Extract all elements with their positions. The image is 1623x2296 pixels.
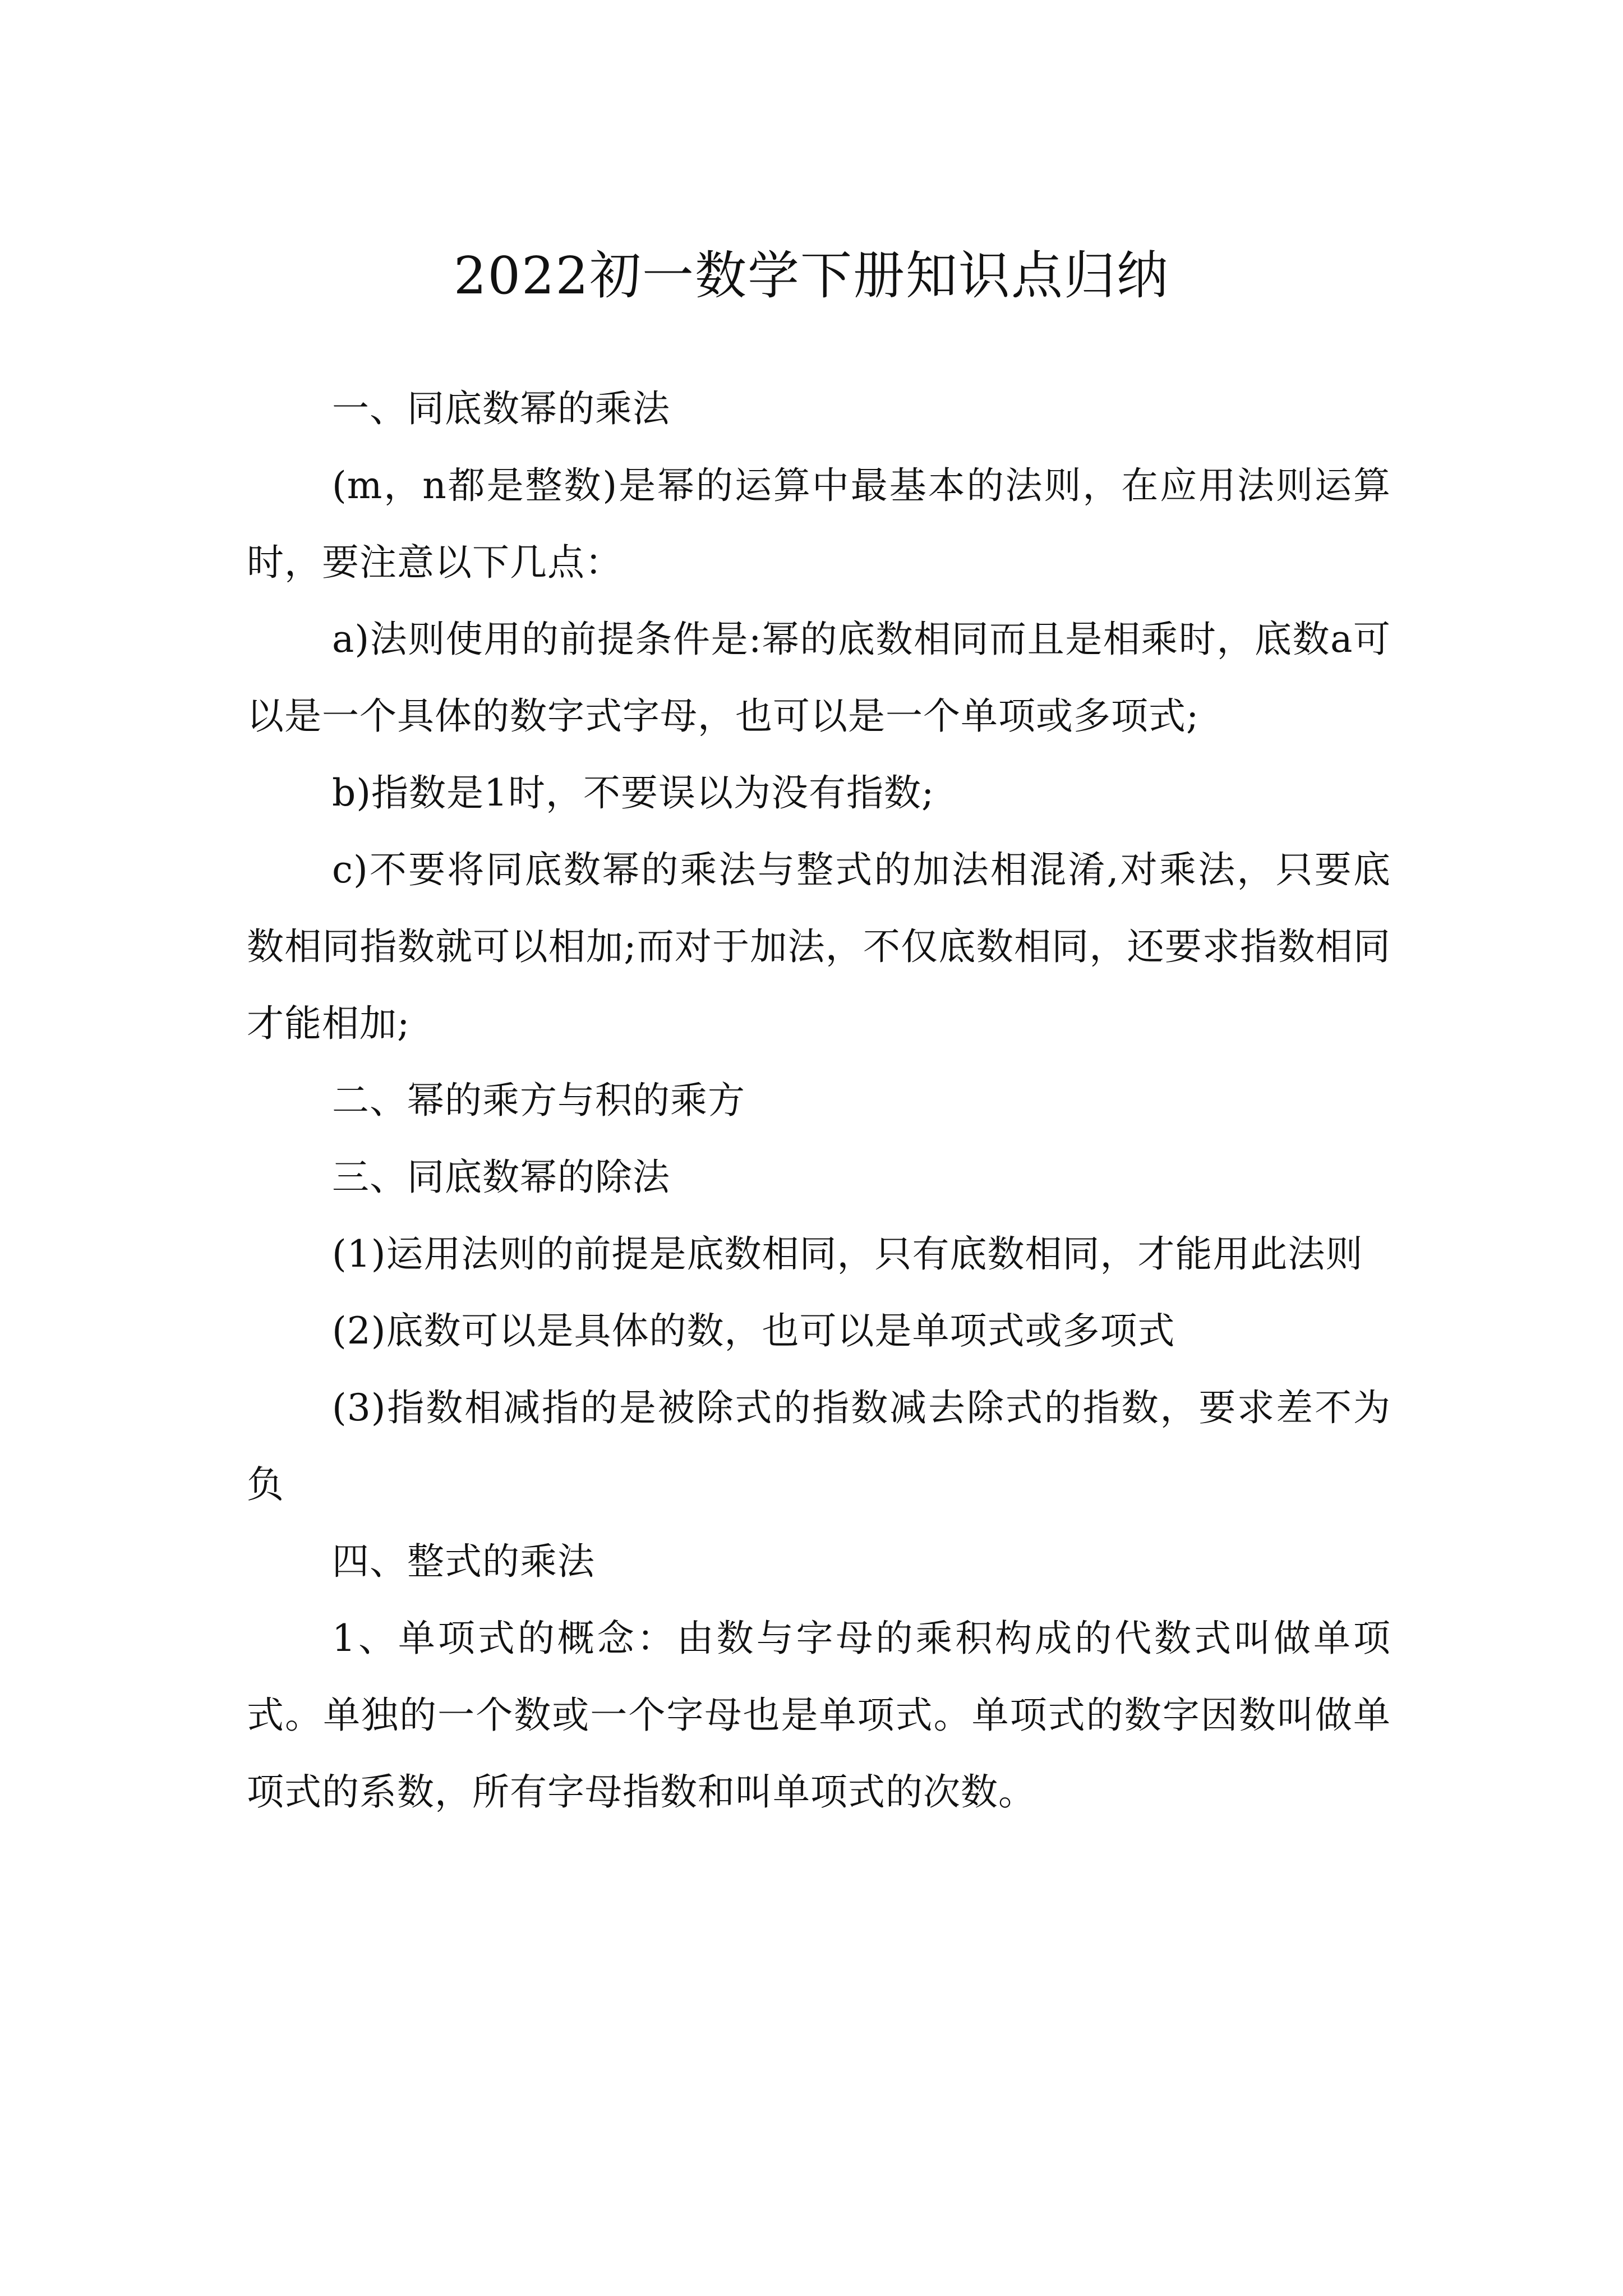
paragraph: c)不要将同底数幂的乘法与整式的加法相混淆,对乘法，只要底数相同指数就可以相加;而对于加法，不仅底数相同，还要求指数相同才能相加; — [247, 848, 1391, 1045]
paragraph: 1、单项式的概念：由数与字母的乘积构成的代数式叫做单项式。单独的一个数或一个字母也是单项式。单项式的数字因数叫做单项式的系数，所有字母指数和叫单项式的次数。 — [247, 1617, 1391, 1814]
paragraph: (2)底数可以是具体的数，也可以是单项式或多项式 — [332, 1309, 1175, 1352]
section-heading-1: 一、同底数幂的乘法 — [332, 387, 670, 430]
document-body — [247, 370, 1391, 1830]
paragraph: (3)指数相减指的是被除式的指数减去除式的指数，要求差不为负 — [247, 1386, 1391, 1506]
paragraph: (m，n都是整数)是幂的运算中最基本的法则，在应用法则运算时，要注意以下几点： — [247, 464, 1391, 584]
paragraph: b)指数是1时，不要误以为没有指数; — [332, 771, 935, 815]
document-title: 2022初一数学下册知识点归纳 — [453, 245, 1170, 306]
section-heading-3: 三、同底数幂的除法 — [332, 1156, 670, 1199]
section-heading-4: 四、整式的乘法 — [332, 1540, 595, 1583]
section-heading-2: 二、幂的乘方与积的乘方 — [332, 1079, 745, 1122]
paragraph: (1)运用法则的前提是底数相同，只有底数相同，才能用此法则 — [332, 1232, 1363, 1276]
paragraph: a)法则使用的前提条件是:幂的底数相同而且是相乘时，底数a可以是一个具体的数字式字母，也可以是一个单项或多项式; — [247, 618, 1391, 738]
